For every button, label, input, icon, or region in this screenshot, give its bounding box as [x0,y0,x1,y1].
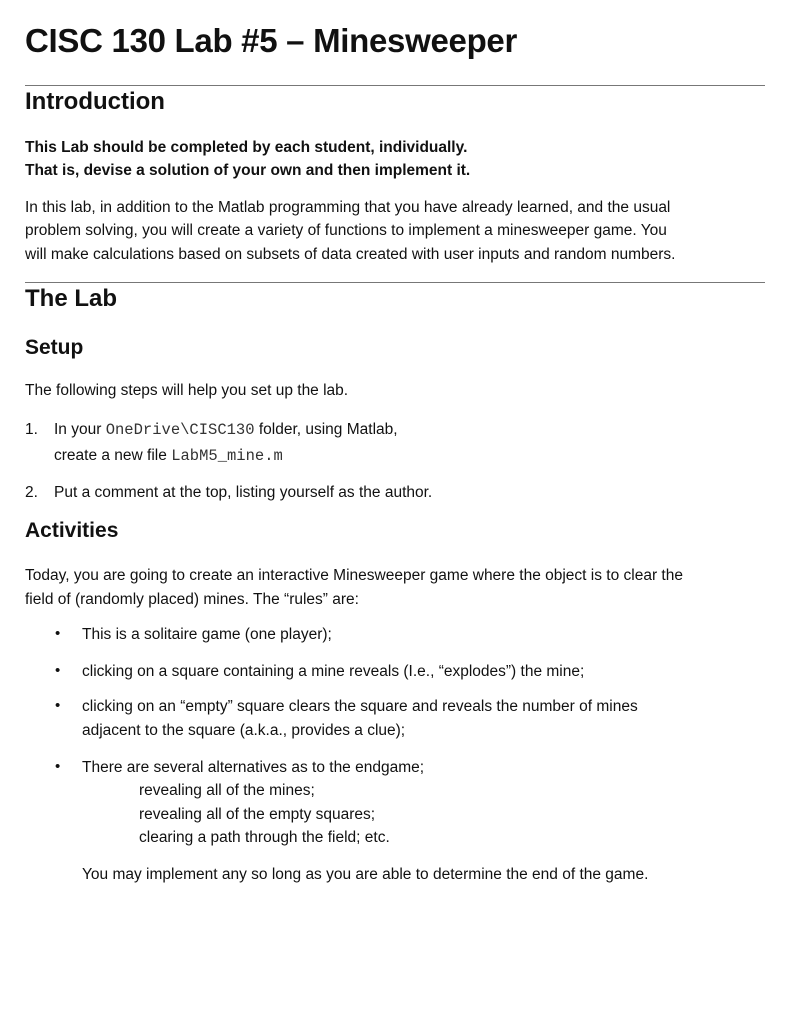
intro-paragraph-line-1: In this lab, in addition to the Matlab programming that you have already learned, and the usual [25,199,671,216]
setup-step-1-line-2 [54,444,283,468]
endgame-option-3: clearing a path through the field; etc. [139,829,390,846]
step-number: 2. [25,484,38,501]
step-1-line-2-prefix: create a new file [54,447,172,464]
intro-bold-line-2: That is, devise a solution of your own and then implement it. [25,162,471,179]
setup-step-1 [25,418,398,442]
step-2-text: Put a comment at the top, listing yourself as the author. [54,484,433,501]
section-divider [25,282,765,283]
setup-step-2 [25,481,432,505]
rule-bullet-1: This is a solitaire game (one player); [82,626,332,643]
setup-intro: The following steps will help you set up the lab. [25,382,349,399]
step-1-suffix: folder, using Matlab, [254,421,398,438]
bullet-icon: • [55,662,61,679]
the-lab-heading: The Lab [25,285,118,312]
file-name: LabM5_mine.m [171,447,283,465]
bullet-icon: • [55,697,61,714]
rule-bullet-2: clicking on a square containing a mine reveals (I.e., “explodes”) the mine; [82,663,585,680]
activities-heading: Activities [25,519,119,542]
setup-heading: Setup [25,336,84,359]
activities-closing: You may implement any so long as you are able to determine the end of the game. [82,866,649,883]
folder-path: OneDrive\CISC130 [105,421,255,439]
rule-bullet-3-line-2: adjacent to the square (a.k.a., provides a clue); [82,722,406,739]
document-title: CISC 130 Lab #5 – Minesweeper [25,22,518,59]
bullet-icon: • [55,625,61,642]
bullet-icon: • [55,758,61,775]
step-number: 1. [25,421,38,438]
endgame-option-2: revealing all of the empty squares; [139,806,376,823]
rule-bullet-3-line-1: clicking on an “empty” square clears the square and reveals the number of mines [82,698,638,715]
endgame-option-1: revealing all of the mines; [139,782,315,799]
step-1-prefix: In your [54,421,106,438]
activities-paragraph-line-1: Today, you are going to create an interactive Minesweeper game where the object is to clear the [25,567,683,584]
intro-paragraph-line-3: will make calculations based on subsets of data created with user inputs and random numbers. [25,246,676,263]
section-divider [25,85,765,86]
intro-paragraph-line-2: problem solving, you will create a variety of functions to implement a minesweeper game. You [25,222,667,239]
activities-paragraph-line-2: field of (randomly placed) mines. The “rules” are: [25,591,359,608]
intro-bold-line-1: This Lab should be completed by each student, individually. [25,139,468,156]
rule-bullet-4-line-1: There are several alternatives as to the endgame; [82,759,425,776]
introduction-heading: Introduction [25,88,165,115]
